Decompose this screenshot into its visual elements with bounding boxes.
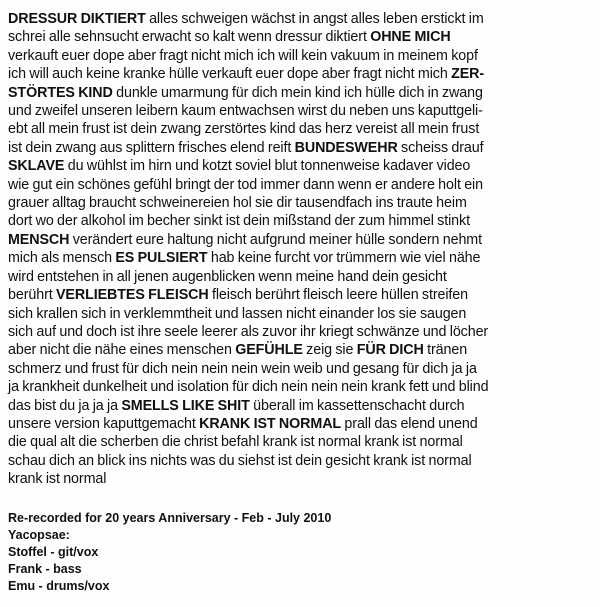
- lyric-line: [8, 139, 592, 157]
- lyric-text: überall im kassettenschacht durch: [249, 397, 465, 414]
- lyric-text: grauer alltag braucht schweinereien hol sie dir tausendfach ins traute heim: [8, 195, 467, 212]
- lyric-text: dunkle umarmung für dich mein kind ich hülle dich in zwang: [112, 84, 483, 101]
- lyric-line: [8, 415, 592, 433]
- lyric-line: [8, 397, 592, 415]
- member-credit: Frank - bass: [8, 562, 82, 576]
- rerecorded-note: Re-recorded for 20 years Anniversary - Feb - July 2010: [8, 511, 332, 525]
- lyric-line: [8, 65, 592, 83]
- lyric-text: tränen: [423, 342, 468, 359]
- lyric-text: scheiss drauf: [397, 139, 484, 156]
- lyric-text: alles schweigen wächst in angst alles leben erstickt im: [145, 11, 484, 27]
- lyric-text: hab keine furcht vor trümmern wie viel nähe: [207, 250, 481, 267]
- member-credit: Stoffel - git/vox: [8, 545, 99, 559]
- credits-block: [8, 510, 592, 595]
- lyric-line: [8, 84, 592, 102]
- lyric-text: krank ist normal: [8, 471, 107, 488]
- lyric-line: [8, 286, 592, 304]
- lyric-text: wird entstehen in all jenen augenblicken wenn meine hand dein gesicht: [8, 268, 447, 285]
- lyric-text: prall das elend unend: [341, 415, 478, 432]
- lyric-text: dort wo der alkohol im becher sinkt ist dein mißstand der zum himmel stinkt: [8, 213, 470, 230]
- lyric-text: zeig sie: [302, 342, 357, 359]
- lyric-text: schmerz und frust für dich nein nein nein wein weib und gesang für dich ja ja: [8, 360, 477, 377]
- lyric-text: verkauft euer dope aber fragt nicht mich ich will kein vakuum in meinem kopf: [8, 47, 478, 64]
- song-title: ES PULSIERT: [115, 250, 208, 267]
- lyric-text: das bist du ja ja ja: [8, 397, 122, 414]
- lyric-line: [8, 28, 592, 46]
- lyric-line: [8, 212, 592, 230]
- lyric-line: [8, 231, 592, 249]
- song-title: VERLIEBTES FLEISCH: [55, 287, 209, 304]
- song-title: OHNE MICH: [370, 29, 451, 46]
- lyric-text: fleisch berührt fleisch leere hüllen streifen: [208, 287, 469, 304]
- band-name: Yacopsae:: [8, 528, 70, 542]
- lyric-line: [8, 249, 592, 267]
- member-credit: Emu - drums/vox: [8, 579, 110, 593]
- lyric-line: [8, 120, 592, 138]
- lyric-line: [8, 378, 592, 396]
- lyric-line: [8, 433, 592, 451]
- song-title: FÜR DICH: [356, 342, 424, 359]
- lyric-text: berührt: [8, 287, 56, 304]
- song-title: SMELLS LIKE SHIT: [121, 397, 250, 414]
- lyric-text: wie gut ein schönes gefühl bringt der tod immer dann wenn er andere holt ein: [8, 176, 483, 193]
- lyric-text: und zweifel unseren leibern kaum entwachsen wirst du neben uns kaputtgeli-: [8, 103, 483, 120]
- lyric-line: [8, 10, 592, 28]
- lyrics-block: [8, 10, 592, 489]
- lyric-line: [8, 268, 592, 286]
- lyric-line: [8, 452, 592, 470]
- song-title: GEFÜHLE: [235, 342, 303, 359]
- lyric-line: [8, 323, 592, 341]
- lyric-line: [8, 102, 592, 120]
- song-title: DRESSUR DIKTIERT: [8, 11, 146, 27]
- song-title: BUNDESWEHR: [294, 139, 398, 156]
- song-title: STÖRTES KIND: [8, 84, 113, 101]
- lyric-text: sich krallen sich in verklemmtheit und lassen nicht einander los sie saugen: [8, 305, 467, 322]
- lyric-line: [8, 341, 592, 359]
- lyric-text: aber nicht die nähe eines menschen: [8, 342, 236, 359]
- song-title: MENSCH: [8, 231, 70, 248]
- lyric-text: ebt all mein frust ist dein zwang zerstörtes kind das herz vereist all mein frust: [8, 121, 480, 138]
- lyric-line: [8, 470, 592, 488]
- lyric-text: du wühlst im hirn und kotzt soviel blut tonnenweise kadaver video: [64, 158, 471, 175]
- song-title: ZER-: [451, 66, 485, 83]
- lyric-text: mich als mensch: [8, 250, 116, 267]
- lyric-text: schrei alle sehnsucht erwacht so kalt wenn dressur diktiert: [8, 29, 371, 46]
- lyric-line: [8, 360, 592, 378]
- lyric-line: [8, 305, 592, 323]
- lyric-line: [8, 47, 592, 65]
- lyric-line: [8, 194, 592, 212]
- lyric-text: ich will auch keine kranke hülle verkauft euer dope aber fragt nicht mich: [8, 66, 452, 83]
- lyric-text: die qual alt die scherben die christ befahl krank ist normal krank ist normal: [8, 434, 463, 451]
- lyric-text: unsere version kaputtgemacht: [8, 415, 200, 432]
- lyric-text: verändert eure haltung nicht aufgrund meiner hülle sondern nehmt: [69, 231, 482, 248]
- lyric-line: [8, 176, 592, 194]
- song-title: KRANK IST NORMAL: [199, 415, 342, 432]
- song-title: SKLAVE: [8, 158, 65, 175]
- lyric-text: ja krankheit dunkelheit und isolation für dich nein nein nein krank fett und blind: [8, 379, 489, 396]
- lyric-text: schau dich an blick ins nichts was du siehst ist dein gesicht krank ist normal: [8, 452, 472, 469]
- lyric-line: [8, 157, 592, 175]
- lyric-text: sich auf und doch ist ihre seele leerer als zuvor ihr kriegt schwänze und löcher: [8, 323, 489, 340]
- lyric-text: ist dein zwang aus splittern frisches elend reift: [8, 139, 295, 156]
